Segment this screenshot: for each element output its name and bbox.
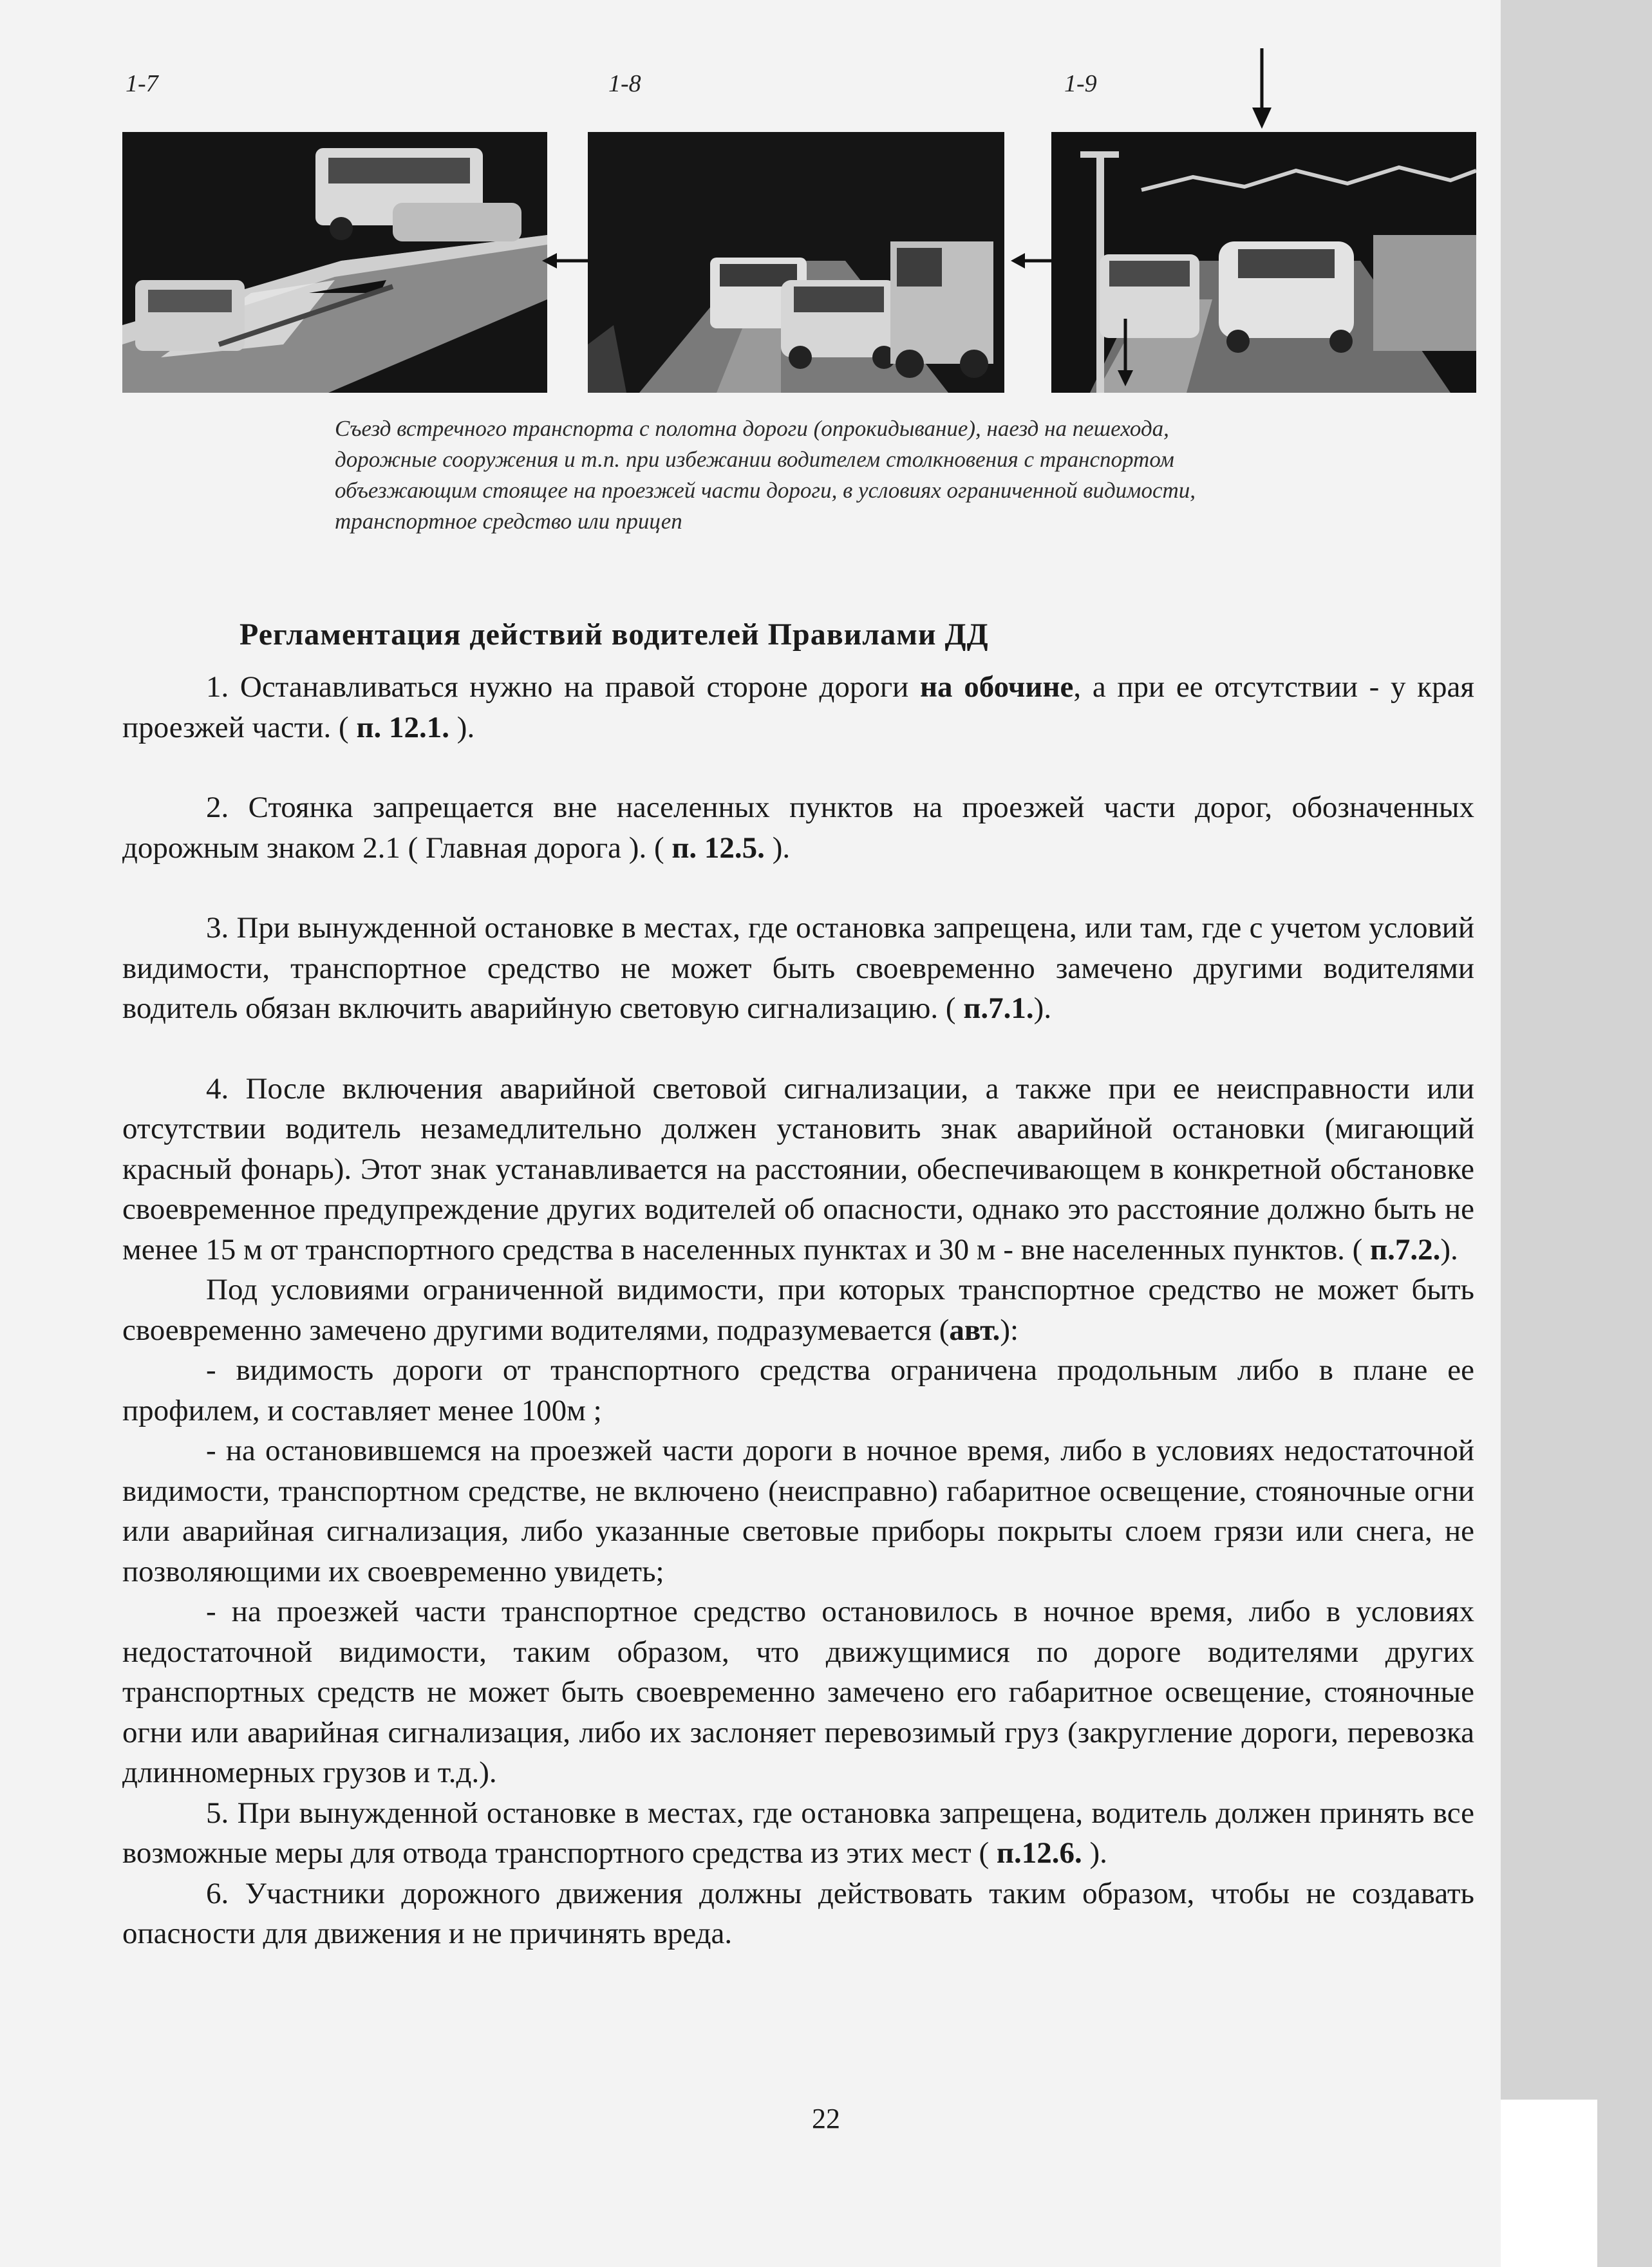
rule-reference: п.12.6. — [996, 1836, 1082, 1870]
section-title: Регламентация действий водителей Правилами ДД — [239, 617, 989, 652]
text-run: 4. После включения аварийной световой сигнализации, а также при ее неисправности или отсутствии водитель незамедлительно должен установить знак аварийной остановки (мигающий красный фонарь). Этот знак устанавливается на расстоянии, обеспечивающем в конкретной обстановке своевременное предупреждение других водителей об опасности, однако это расстояние должно быть не менее 15 м от транспортного средства в населенных пунктах и 30 м - вне населенных пунктов. ( — [122, 1071, 1474, 1266]
scan-page-edge — [1501, 0, 1652, 2267]
author-note: авт. — [949, 1313, 1000, 1347]
text-run: ). — [449, 710, 475, 744]
bold-text: на обочине — [919, 670, 1074, 704]
text-run: ): — [1000, 1313, 1019, 1347]
rule-reference: п.7.2. — [1370, 1232, 1441, 1266]
left-arrow-icon — [1011, 248, 1056, 274]
figure-caption: Съезд встречного транспорта с полотна дороги (опрокидывание), наезд на пешехода, дорожные сооружения и т.п. при избежании водителем столкновения с транспортом объезжающим стоящее на проезжей части дороги, в условиях ограниченной видимости, транспортное средство или прицеп — [335, 416, 1196, 534]
text-run: ). — [1033, 992, 1052, 1025]
body-text — [122, 667, 1474, 1954]
text-run: , а при ее отсутствии - у края проезжей части. ( — [122, 670, 1474, 744]
page-number: 22 — [812, 2103, 840, 2134]
night-road-illustration — [122, 132, 547, 393]
paragraph-6: 6. Участники дорожного движения должны действовать таким образом, чтобы не создавать опасности для движения и не причинять вреда. — [122, 1876, 1474, 1950]
paragraph-2 — [122, 787, 1474, 868]
rule-reference: п.7.1. — [963, 992, 1034, 1025]
figure-photo-1-7 — [122, 132, 547, 393]
rule-reference: п. 12.1. — [356, 710, 450, 744]
figure-photo-1-8 — [588, 132, 1004, 393]
rule-reference: п. 12.5. — [671, 831, 765, 865]
down-arrow-icon — [1246, 48, 1278, 132]
paragraph-visibility-intro — [122, 1270, 1474, 1350]
text-run: 1. Останавливаться нужно на правой стороне дороги — [206, 670, 920, 704]
text-run: 2. Стоянка запрещается вне населенных пунктов на проезжей части дорог, обозначенных дорожным знаком 2.1 ( Главная дорога ). ( — [122, 791, 1474, 865]
list-item-visibility-1: - видимость дороги от транспортного средства ограничена продольным либо в плане ее профилем, и составляет менее 100м ; — [122, 1353, 1474, 1427]
text-run: ). — [1082, 1836, 1107, 1870]
paragraph-5 — [122, 1793, 1474, 1874]
list-item-visibility-2: - на остановившемся на проезжей части дороги в ночное время, либо в условиях недостаточной видимости, транспортном средстве, не включено (неисправно) габаритное освещение, стояночные огни или аварийная сигнализация, либо указанные световые приборы покрыты слоем грязи или снега, не позволяющими их своевременно увидеть; — [122, 1434, 1474, 1588]
night-road-illustration — [588, 132, 1004, 393]
figure-label-1-8: 1-8 — [608, 70, 641, 97]
text-run: 3. При вынужденной остановке в местах, где остановка запрещена, или там, где с учетом условий видимости, транспортное средство не может быть своевременно замечено другими водителями водитель обязан включить аварийную световую сигнализацию. ( — [122, 911, 1474, 1025]
list-item-visibility-3: - на проезжей части транспортное средство остановилось в ночное время, либо в условиях недостаточной видимости, таким образом, что движущимися по дороге водителями других транспортных средств не может быть своевременно замечено его габаритное освещение, стояночные огни или аварийная сигнализация, либо их заслоняет перевозимый груз (закругление дороги, перевозка длинномерных грузов и т.д.). — [122, 1595, 1474, 1789]
night-road-illustration — [1051, 132, 1476, 393]
paragraph-4 — [122, 1069, 1474, 1270]
text-run: ). — [1440, 1232, 1458, 1266]
figure-photo-1-9 — [1051, 132, 1476, 393]
paragraph-3 — [122, 908, 1474, 1029]
text-run: Под условиями ограниченной видимости, при которых транспортное средство не может быть своевременно замечено другими водителями, подразумевается ( — [122, 1273, 1474, 1347]
figure-label-1-9: 1-9 — [1064, 70, 1097, 97]
text-run: ). — [764, 831, 791, 865]
text-run: 5. При вынужденной остановке в местах, где остановка запрещена, водитель должен принять все возможные меры для отвода транспортного средства из этих мест ( — [122, 1796, 1474, 1870]
figure-label-1-7: 1-7 — [126, 70, 158, 97]
left-arrow-icon — [541, 248, 592, 274]
paragraph-1 — [122, 667, 1474, 748]
